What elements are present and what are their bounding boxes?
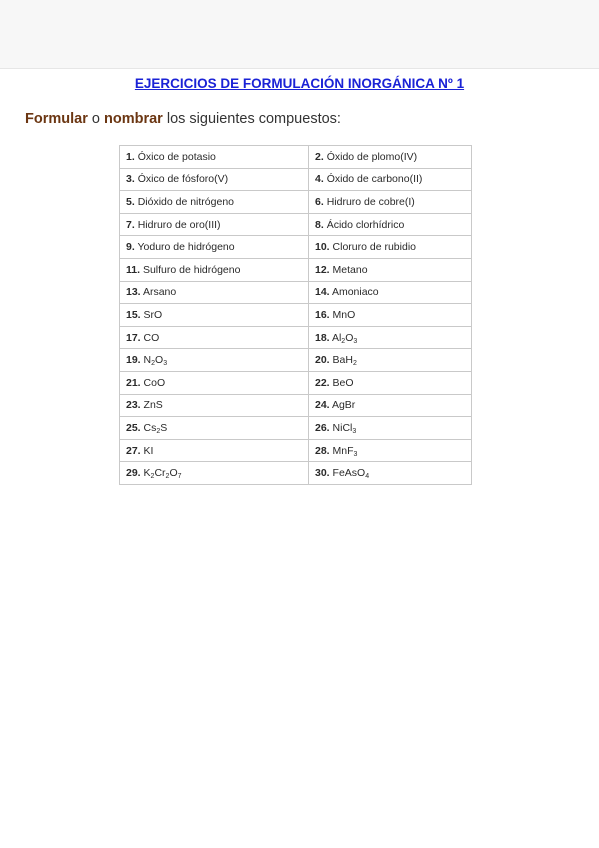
exercise-text: Metano	[332, 263, 368, 276]
exercise-text: Óxico de fósforo(V)	[137, 173, 229, 186]
formula-part: N	[143, 354, 152, 367]
formula-part: CO	[143, 331, 160, 344]
exercise-text	[333, 467, 370, 479]
exercise-number: 12.	[315, 263, 330, 276]
formula-part: Cs	[143, 421, 157, 434]
exercise-cell	[309, 191, 472, 214]
formula-part: FeAsO	[332, 467, 366, 480]
exercise-text	[144, 309, 163, 321]
formula-part: K	[143, 467, 151, 480]
exercise-number: 29.	[126, 467, 141, 480]
page-top-band	[0, 0, 599, 69]
exercise-cell	[120, 394, 309, 417]
exercise-text	[333, 309, 356, 321]
exercise-cell	[309, 213, 472, 236]
formula-subscript: 3	[163, 360, 168, 368]
formula-part: SrO	[143, 308, 163, 321]
table-row	[120, 326, 472, 349]
instruction-nombrar: nombrar	[103, 111, 163, 127]
exercise-cell	[309, 394, 472, 417]
exercise-number: 26.	[315, 421, 330, 434]
instruction-line	[25, 111, 341, 127]
exercise-text: Yoduro de hidrógeno	[137, 241, 235, 254]
exercise-cell	[309, 462, 472, 485]
exercise-number: 5.	[126, 195, 135, 208]
formula-part: BaH	[332, 354, 353, 367]
exercise-text	[332, 332, 357, 344]
exercise-cell	[309, 281, 472, 304]
exercise-number: 19.	[126, 354, 141, 367]
formula-subscript: 7	[177, 473, 182, 481]
exercise-number: 7.	[126, 218, 135, 231]
exercise-cell	[309, 439, 472, 462]
formula-subscript: 2	[156, 427, 161, 435]
exercise-number: 27.	[126, 444, 141, 457]
formula-part: MnO	[332, 308, 356, 321]
formula-subscript: 3	[353, 337, 358, 345]
page-title: EJERCICIOS DE FORMULACIÓN INORGÁNICA Nº 1	[134, 76, 465, 91]
exercise-cell	[120, 213, 309, 236]
exercise-text	[333, 445, 358, 457]
formula-subscript: 2	[341, 337, 346, 345]
exercise-cell	[120, 462, 309, 485]
exercise-cell	[120, 146, 309, 169]
exercise-number: 25.	[126, 421, 141, 434]
exercise-number: 16.	[315, 308, 330, 321]
exercise-cell	[309, 417, 472, 440]
table-row	[120, 371, 472, 394]
table-row	[120, 417, 472, 440]
exercise-number: 30.	[315, 467, 330, 480]
table-row	[120, 146, 472, 169]
exercise-cell	[120, 349, 309, 372]
exercise-cell	[120, 326, 309, 349]
exercise-cell	[120, 371, 309, 394]
exercise-number: 1.	[126, 150, 135, 163]
exercise-cell	[309, 326, 472, 349]
exercise-text: Arsano	[142, 286, 177, 299]
table-row	[120, 213, 472, 236]
formula-subscript: 3	[353, 450, 358, 458]
formula-part: KI	[143, 444, 154, 457]
exercise-number: 14.	[315, 286, 330, 299]
exercise-number: 17.	[126, 331, 141, 344]
formula-subscript: 2	[151, 360, 156, 368]
exercise-text	[144, 422, 168, 434]
table-row	[120, 191, 472, 214]
exercise-text: Amoniaco	[331, 286, 379, 299]
exercise-text: Hidruro de cobre(I)	[326, 195, 415, 208]
table-row	[120, 168, 472, 191]
exercise-cell	[120, 439, 309, 462]
exercise-cell	[120, 417, 309, 440]
exercise-number: 6.	[315, 195, 324, 208]
exercises-table	[119, 145, 472, 485]
formula-part: O	[169, 467, 178, 480]
exercise-number: 28.	[315, 444, 330, 457]
table-row	[120, 462, 472, 485]
exercise-text	[333, 377, 354, 389]
exercise-cell	[120, 191, 309, 214]
exercise-text	[144, 377, 166, 389]
formula-subscript: 3	[352, 427, 357, 435]
exercise-text	[144, 354, 168, 366]
exercise-cell	[309, 349, 472, 372]
exercise-number: 21.	[126, 376, 141, 389]
table-row	[120, 394, 472, 417]
exercise-number: 23.	[126, 399, 141, 412]
exercise-number: 18.	[315, 331, 330, 344]
formula-subscript: 4	[365, 473, 370, 481]
exercise-number: 3.	[126, 173, 135, 186]
exercise-cell	[120, 168, 309, 191]
exercise-number: 22.	[315, 376, 330, 389]
exercise-text: Cloruro de rubidio	[332, 241, 416, 254]
exercise-text	[333, 422, 357, 434]
exercise-text	[332, 399, 355, 411]
formula-part: NiCl	[332, 421, 353, 434]
exercise-text: Óxico de potasio	[137, 150, 216, 163]
exercise-number: 9.	[126, 241, 135, 254]
exercise-number: 24.	[315, 399, 330, 412]
table-row	[120, 349, 472, 372]
exercise-cell	[309, 371, 472, 394]
formula-part: O	[345, 331, 354, 344]
exercise-number: 15.	[126, 308, 141, 321]
exercise-number: 10.	[315, 241, 330, 254]
formula-part: Cr	[154, 467, 166, 480]
formula-part: AgBr	[331, 399, 356, 412]
exercise-cell	[120, 258, 309, 281]
formula-part: O	[155, 354, 164, 367]
exercise-number: 11.	[126, 263, 141, 276]
exercise-cell	[309, 258, 472, 281]
formula-part: Al	[331, 331, 342, 344]
exercise-text: Óxido de plomo(IV)	[326, 150, 418, 163]
exercise-text: Ácido clorhídrico	[326, 218, 405, 231]
exercise-number: 13.	[126, 286, 141, 299]
table-row	[120, 258, 472, 281]
exercise-text	[144, 399, 163, 411]
formula-subscript: 2	[165, 473, 170, 481]
exercise-text	[144, 332, 160, 344]
formula-part: CoO	[143, 376, 166, 389]
table-row	[120, 304, 472, 327]
exercise-text: Dióxido de nitrógeno	[137, 195, 235, 208]
table-row	[120, 439, 472, 462]
formula-part: MnF	[332, 444, 354, 457]
instruction-formular: Formular	[25, 111, 88, 127]
exercise-cell	[120, 281, 309, 304]
formula-part: BeO	[332, 376, 354, 389]
formula-subscript: 2	[150, 473, 155, 481]
exercise-cell	[309, 304, 472, 327]
exercise-text	[333, 354, 357, 366]
exercise-text: Hidruro de oro(III)	[137, 218, 221, 231]
exercise-text	[144, 467, 182, 479]
exercise-text	[144, 445, 154, 457]
exercise-text: Óxido de carbono(II)	[326, 173, 423, 186]
formula-subscript: 2	[352, 360, 357, 368]
exercise-number: 8.	[315, 218, 324, 231]
table-row	[120, 236, 472, 259]
formula-part: S	[160, 421, 168, 434]
exercise-cell	[309, 236, 472, 259]
exercise-number: 2.	[315, 150, 324, 163]
exercise-cell	[309, 146, 472, 169]
table-row	[120, 281, 472, 304]
exercise-number: 4.	[315, 173, 324, 186]
formula-part: ZnS	[143, 399, 163, 412]
instruction-rest: los siguientes compuestos:	[166, 111, 341, 127]
exercise-cell	[120, 304, 309, 327]
exercise-cell	[309, 168, 472, 191]
exercise-number: 20.	[315, 354, 330, 367]
exercise-cell	[120, 236, 309, 259]
exercise-text: Sulfuro de hidrógeno	[142, 263, 241, 276]
instruction-connector: o	[91, 111, 100, 127]
